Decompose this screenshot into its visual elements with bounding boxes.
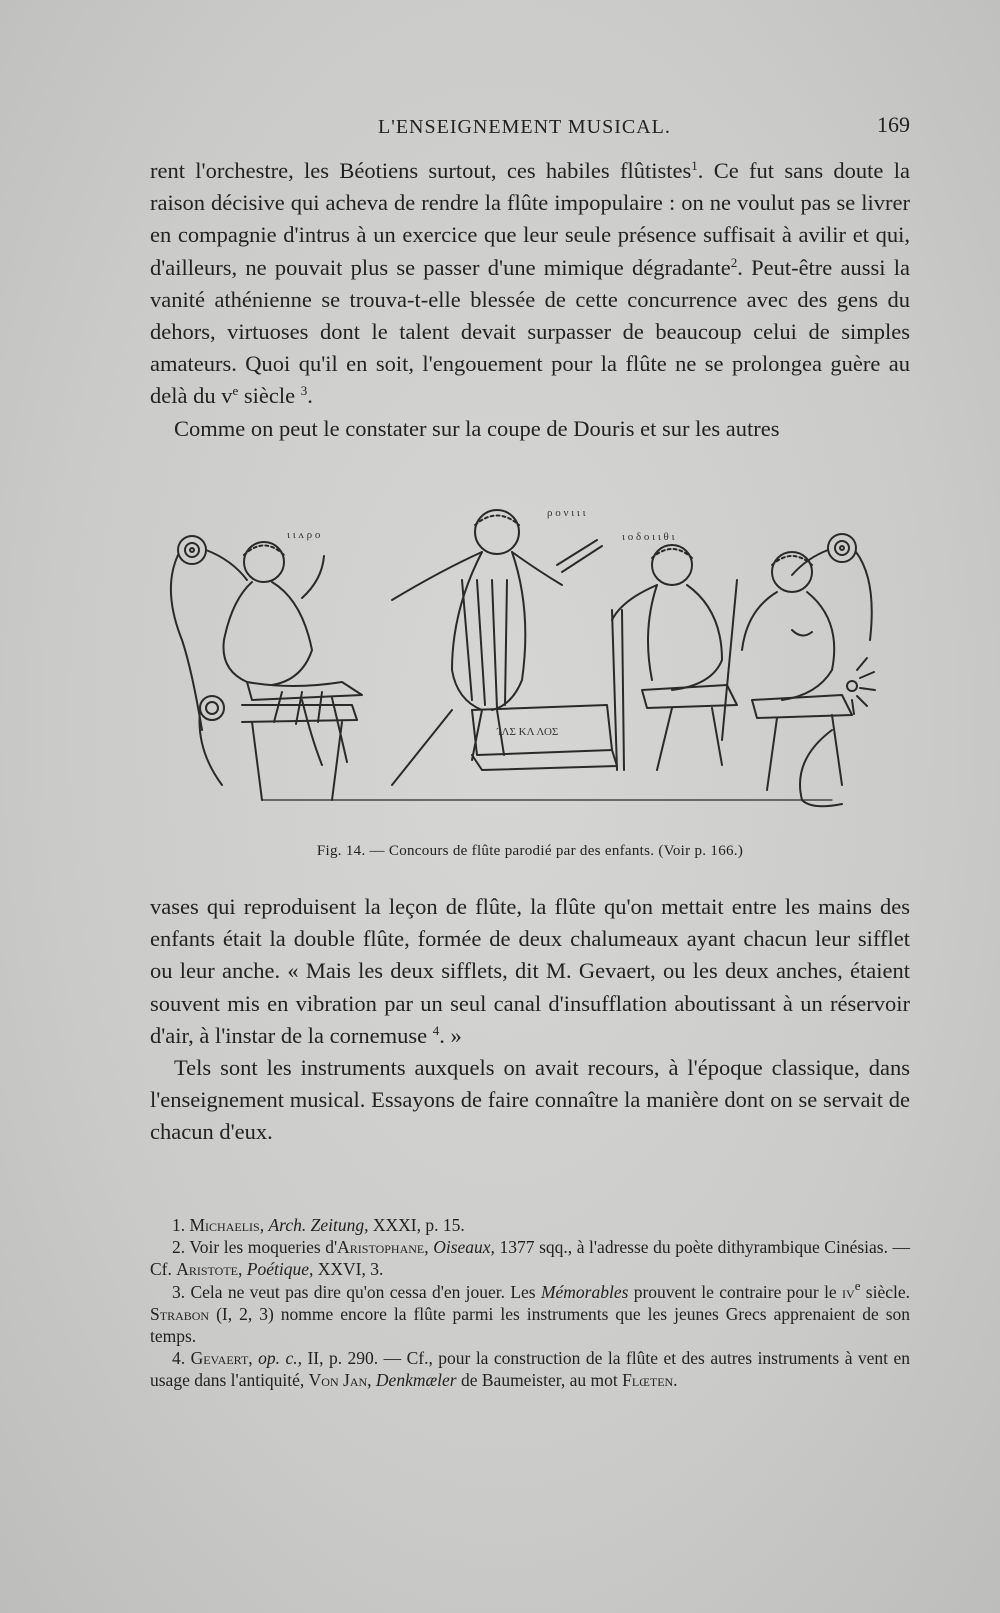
footnote-2: 2. Voir les moqueries d'Aristophane, Oiseaux, 1377 sqq., à l'adresse du poète dithyrambique Cinésias. — Cf. Aristote, Poétique, XXVI, 3. [150,1237,911,1280]
right-scroll-ornament [792,534,875,806]
paragraph-3: vases qui reproduisent la leçon de flûte, la flûte qu'on mettait entre les mains des enfants était la double flûte, formée de deux chalumeaux ayant chacun leur sifflet ou leur anche. « Mais les deux sifflets, dit M. Gevaert, ou les deux anches, étaient souvent mis en vibration par un seul canal d'insufflation aboutissant à un réservoir d'air, à l'instar de la cornemuse $^4$. » [150,894,910,1048]
inscription-left-arc: ι ι ʌ ρ ο [287,529,321,541]
standing-youth-centre [392,510,602,785]
seated-youth-left [223,542,362,800]
footnote-ref-3: 3 [300,383,308,399]
paragraph-4: Tels sont les instruments auxquels on avait recours, à l'époque classique, dans l'enseignement musical. Essayons de faire connaître la manière dont on se servait de chacun d'eux. [150,1055,910,1145]
figure-caption: Fig. 14. — Concours de flûte parodié par des enfants. (Voir p. 166.) [316,843,744,859]
vase-painting-illustration [152,500,904,830]
paragraph-1: rent l'orchestre, les Béotiens surtout, ces habiles flûtistes$^1$. Ce fut sans doute la raison décisive qui acheva de rendre la flûte impopulaire : on ne voulut pas se livrer en compagnie d'intrus à un exercice que leur seule présence suffisait à avilir et qui, d'ailleurs, ne pouvait plus se passer d'une mimique dégradante$^2$. Peut-être aussi la vanité athénienne se trouva-t-elle blessée de cette concurrence avec des gens du dehors, virtuoses dont le talent devait surpasser de beaucoup celui de simples amateurs. Quoi qu'il en soit, l'engouement pour la flûte ne se prolongea guère au delà du $v^e$ siècle $^3$. [150,158,910,409]
paragraph-2: Comme on peut le constater sur la coupe de Douris et sur les autres [174,415,780,441]
footnote-ref-2: 2 [730,254,738,270]
inscription-altar: ΊΛΣ ΚΛ ΛΟΣ [497,726,559,738]
left-scroll-ornament [171,536,247,785]
inscription-right: ι ο δ ο ι ι θ ι [622,531,675,543]
seated-youth-right [742,552,852,790]
footnote-4: 4. Gevaert, op. c., II, p. 290. — Cf., pour la construction de la flûte et des autres instruments à vent en usage dans l'antiquité, Von Jan, Denkmæler de Baumeister, au mot Flœten. [150,1348,911,1391]
seated-youth-centre-right [612,545,737,770]
footnote-3: 3. Cela ne veut pas dire qu'on cessa d'en jouer. Les Mémorables prouvent le contraire pour le $iv^e$ siècle. Strabon (I, 2, 3) nomme encore la flûte parmi les instruments que les jeunes Grecs apprenaient de son temps. [150,1277,911,1347]
footnote-1: 1. Michaelis, Arch. Zeitung, XXXI, p. 15. [172,1215,465,1235]
body-text-lower [150,891,910,1149]
footnote-ref-4: 4 [432,1022,440,1038]
inscription-top-right: ρ ο ν ι ι ι [547,507,586,519]
century-superscript: e [232,383,239,399]
page-number: 169 [877,112,910,137]
footnotes [150,1214,910,1392]
page-header [150,112,910,142]
footnote-ref-1: 1 [691,158,698,173]
running-title: L'ENSEIGNEMENT MUSICAL. [378,116,671,138]
altar-box [472,705,617,770]
body-text-upper [150,155,910,445]
figure-vase-painting [152,500,904,830]
